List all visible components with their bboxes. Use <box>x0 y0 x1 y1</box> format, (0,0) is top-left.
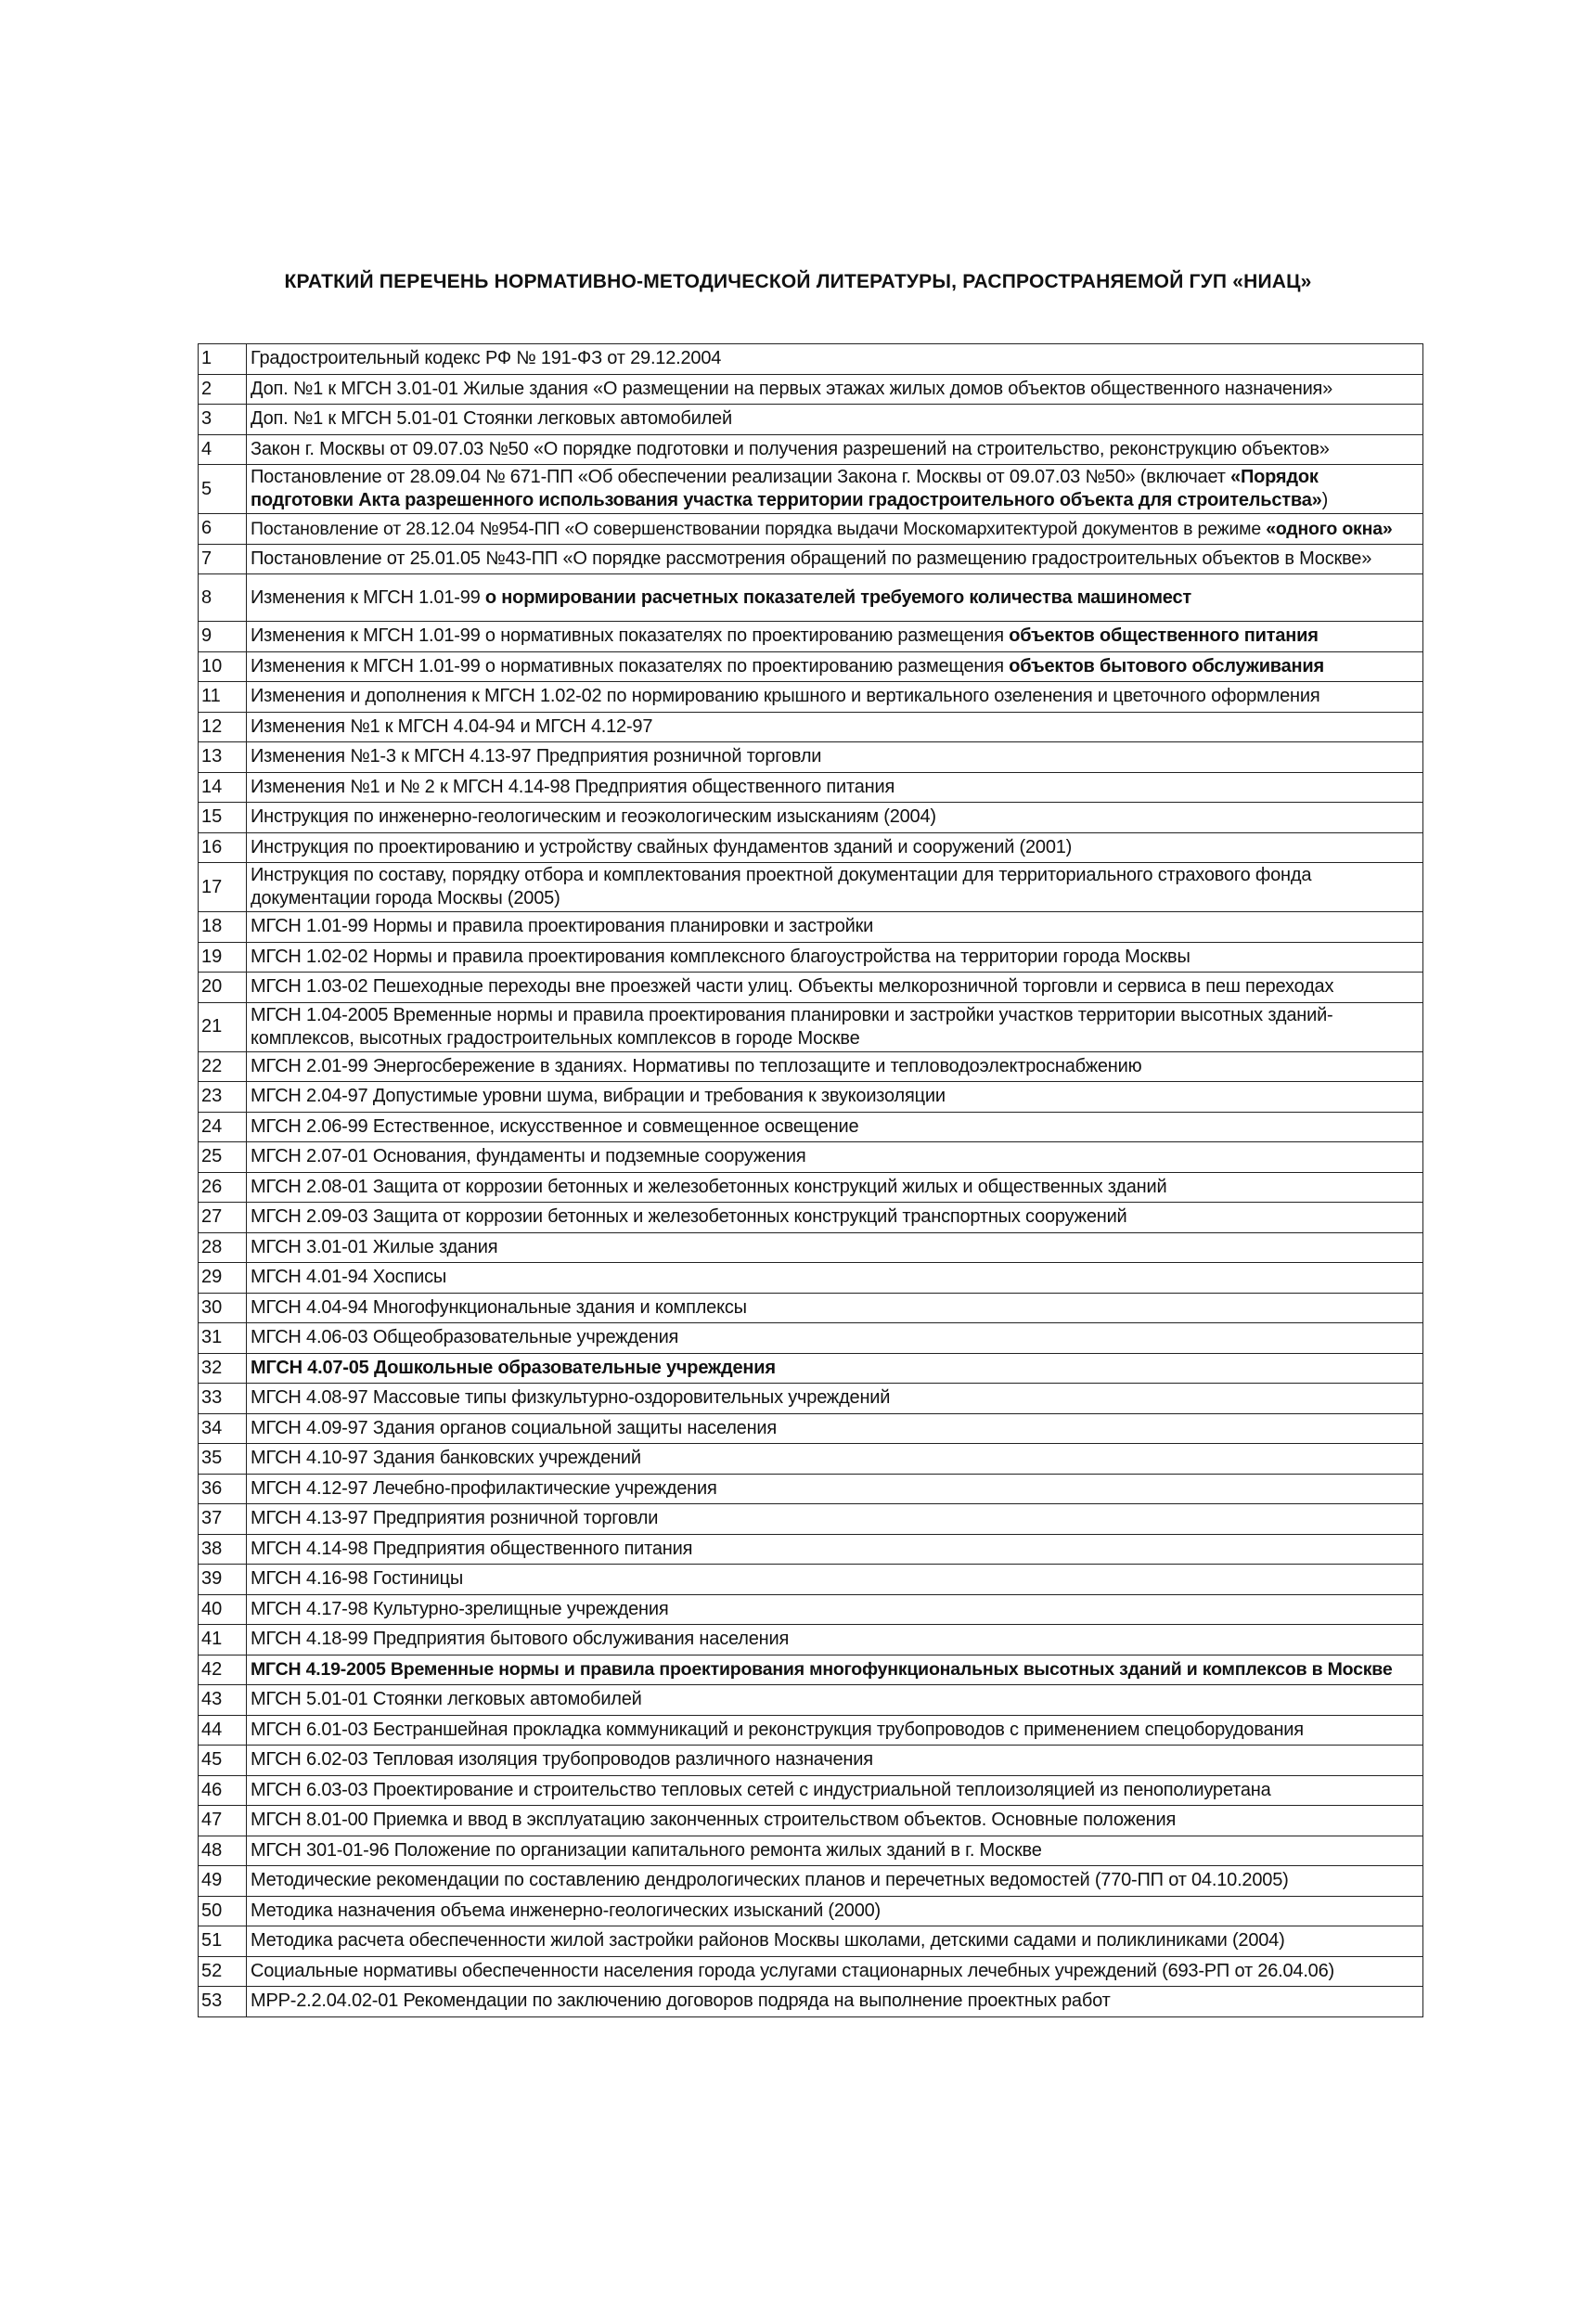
row-number: 51 <box>199 1926 247 1957</box>
table-row <box>199 465 1423 514</box>
row-title <box>247 374 1423 405</box>
table-row <box>199 1987 1423 2017</box>
table-row <box>199 912 1423 943</box>
row-title <box>247 1384 1423 1414</box>
row-text: МГСН 2.08-01 Защита от коррозии бетонных и железобетонных конструкций жилых и общественных зданий <box>251 1176 1167 1197</box>
row-text: МГСН 1.02-02 Нормы и правила проектирования комплексного благоустройства на территории города Москвы <box>251 946 1191 967</box>
row-text: Постановление от 25.01.05 №43-ПП «О порядке рассмотрения обращений по размещению градостроительных объектов в Москве» <box>251 548 1372 569</box>
row-number: 3 <box>199 405 247 435</box>
row-number: 44 <box>199 1715 247 1746</box>
table-row <box>199 1413 1423 1444</box>
table-row <box>199 1384 1423 1414</box>
document-title: КРАТКИЙ ПЕРЕЧЕНЬ НОРМАТИВНО-МЕТОДИЧЕСКОЙ ЛИТЕРАТУРЫ, РАСПРОСТРАНЯЕМОЙ ГУП «НИАЦ» <box>284 271 1312 292</box>
row-number: 17 <box>199 863 247 912</box>
row-text: Методика расчета обеспеченности жилой застройки районов Москвы школами, детскими садами и поликлиниками (2004) <box>251 1930 1285 1952</box>
row-text: МГСН 4.10-97 Здания банковских учреждений <box>251 1448 641 1469</box>
row-text: МГСН 4.01-94 Хосписы <box>251 1267 447 1288</box>
row-number: 5 <box>199 465 247 514</box>
row-title <box>247 1203 1423 1233</box>
row-title <box>247 1565 1423 1595</box>
row-title <box>247 803 1423 833</box>
row-text: МГСН 4.16-98 Гостиницы <box>251 1568 464 1590</box>
row-title <box>247 1775 1423 1806</box>
row-number: 8 <box>199 574 247 622</box>
table-row <box>199 772 1423 803</box>
literature-table-body <box>199 344 1423 2017</box>
row-number: 14 <box>199 772 247 803</box>
row-bold-text: о нормировании расчетных показателей требуемого количества машиномест <box>484 586 1191 608</box>
row-text: Изменения №1 и № 2 к МГСН 4.14-98 Предприятия общественного питания <box>251 776 895 797</box>
table-row <box>199 682 1423 713</box>
row-title <box>247 1685 1423 1716</box>
row-number: 2 <box>199 374 247 405</box>
row-title <box>247 1896 1423 1926</box>
row-number: 7 <box>199 544 247 574</box>
row-number: 41 <box>199 1625 247 1656</box>
row-number: 53 <box>199 1987 247 2017</box>
row-title <box>247 651 1423 682</box>
row-text: МГСН 4.07-05 Дошкольные образовательные учреждения <box>251 1357 776 1378</box>
table-row <box>199 1746 1423 1776</box>
table-row <box>199 1353 1423 1384</box>
table-row <box>199 1444 1423 1475</box>
table-row <box>199 1323 1423 1354</box>
row-text: Постановление от 28.12.04 №954-ПП «О совершенствовании порядка выдачи Москомархитектурой документов в режиме <box>251 518 1267 539</box>
table-row <box>199 622 1423 652</box>
row-text: МГСН 4.04-94 Многофункциональные здания и комплексы <box>251 1296 747 1318</box>
row-title <box>247 1746 1423 1776</box>
row-text: МГСН 6.01-03 Бестраншейная прокладка коммуникаций и реконструкция трубопроводов с применением спецоборудования <box>251 1719 1304 1740</box>
row-number: 49 <box>199 1866 247 1897</box>
row-text: Инструкция по составу, порядку отбора и комплектования проектной документации для территориального страхового фонда документации города Москвы (2005) <box>251 865 1312 908</box>
row-number: 18 <box>199 912 247 943</box>
row-title <box>247 1806 1423 1836</box>
row-title <box>247 1625 1423 1656</box>
row-text: Доп. №1 к МГСН 5.01-01 Стоянки легковых автомобилей <box>251 408 732 430</box>
row-number: 33 <box>199 1384 247 1414</box>
row-title <box>247 832 1423 863</box>
row-title <box>247 1715 1423 1746</box>
table-row <box>199 1504 1423 1535</box>
row-text: МГСН 4.08-97 Массовые типы физкультурно-оздоровительных учреждений <box>251 1387 891 1409</box>
row-number: 40 <box>199 1594 247 1625</box>
row-text: Инструкция по проектированию и устройству свайных фундаментов зданий и сооружений (2001) <box>251 836 1073 857</box>
table-row <box>199 1594 1423 1625</box>
row-number: 42 <box>199 1655 247 1685</box>
row-title <box>247 514 1423 545</box>
row-number: 34 <box>199 1413 247 1444</box>
row-text: Постановление от 28.09.04 № 671-ПП «Об обеспечении реализации Закона г. Москвы от 09.07.03 №50» (включает <box>251 467 1231 487</box>
row-number: 23 <box>199 1082 247 1113</box>
table-row <box>199 514 1423 545</box>
table-row <box>199 544 1423 574</box>
row-title <box>247 742 1423 773</box>
row-number: 24 <box>199 1112 247 1142</box>
table-row <box>199 1112 1423 1142</box>
row-text: МГСН 5.01-01 Стоянки легковых автомобилей <box>251 1689 642 1710</box>
row-number: 32 <box>199 1353 247 1384</box>
row-title <box>247 1051 1423 1082</box>
row-number: 1 <box>199 344 247 375</box>
row-text: Изменения и дополнения к МГСН 1.02-02 по нормированию крышного и вертикального озеленения и цветочного оформления <box>251 686 1320 707</box>
row-text: МГСН 4.06-03 Общеобразовательные учреждения <box>251 1327 679 1348</box>
row-text: Закон г. Москвы от 09.07.03 №50 «О порядке подготовки и получения разрешений на строительство, реконструкцию объектов» <box>251 438 1330 459</box>
row-title <box>247 1836 1423 1866</box>
row-text: МГСН 4.14-98 Предприятия общественного питания <box>251 1538 693 1559</box>
row-text: Градостроительный кодекс РФ № 191-ФЗ от 29.12.2004 <box>251 348 722 369</box>
row-text: Изменения №1-3 к МГСН 4.13-97 Предприятия розничной торговли <box>251 746 822 767</box>
table-row <box>199 1293 1423 1323</box>
row-number: 20 <box>199 973 247 1003</box>
row-number: 38 <box>199 1534 247 1565</box>
row-text: МГСН 2.01-99 Энергосбережение в зданиях. Нормативы по теплозащите и тепловодоэлектроснабжению <box>251 1055 1142 1076</box>
row-text: МГСН 4.18-99 Предприятия бытового обслуживания населения <box>251 1629 790 1650</box>
table-row <box>199 434 1423 465</box>
table-row <box>199 832 1423 863</box>
row-text: МГСН 2.06-99 Естественное, искусственное и совмещенное освещение <box>251 1115 859 1137</box>
table-row <box>199 1172 1423 1203</box>
row-title <box>247 973 1423 1003</box>
row-text: МГСН 4.12-97 Лечебно-профилактические учреждения <box>251 1477 717 1499</box>
table-row <box>199 973 1423 1003</box>
table-row <box>199 344 1423 375</box>
table-row <box>199 1806 1423 1836</box>
row-number: 31 <box>199 1323 247 1354</box>
table-row <box>199 1142 1423 1173</box>
row-title <box>247 1082 1423 1113</box>
table-row <box>199 742 1423 773</box>
row-text: Методика назначения объема инженерно-геологических изысканий (2000) <box>251 1900 882 1921</box>
row-text: Доп. №1 к МГСН 3.01-01 Жилые здания «О размещении на первых этажах жилых домов объектов общественного назначения» <box>251 378 1333 399</box>
row-text: МГСН 8.01-00 Приемка и ввод в эксплуатацию законченных строительством объектов. Основные положения <box>251 1810 1177 1831</box>
row-title <box>247 1594 1423 1625</box>
row-number: 47 <box>199 1806 247 1836</box>
table-row <box>199 374 1423 405</box>
table-row <box>199 1715 1423 1746</box>
row-title <box>247 912 1423 943</box>
row-text: Методические рекомендации по составлению дендрологических планов и перечетных ведомостей (770-ПП от 04.10.2005) <box>251 1870 1289 1891</box>
row-number: 16 <box>199 832 247 863</box>
row-title <box>247 863 1423 912</box>
row-text: МГСН 1.03-02 Пешеходные переходы вне проезжей части улиц. Объекты мелкорозничной торговли и сервиса в пеш переходах <box>251 976 1334 998</box>
row-bold-text: объектов общественного питания <box>1009 625 1319 647</box>
row-title <box>247 1172 1423 1203</box>
row-title <box>247 1866 1423 1897</box>
row-title <box>247 1926 1423 1957</box>
row-number: 19 <box>199 942 247 973</box>
row-text: МГСН 1.01-99 Нормы и правила проектирования планировки и застройки <box>251 916 874 937</box>
row-title <box>247 1956 1423 1987</box>
row-number: 10 <box>199 651 247 682</box>
table-row <box>199 803 1423 833</box>
row-title <box>247 434 1423 465</box>
row-number: 6 <box>199 514 247 545</box>
row-number: 52 <box>199 1956 247 1987</box>
row-text: МГСН 6.02-03 Тепловая изоляция трубопроводов различного назначения <box>251 1749 873 1771</box>
row-text: МГСН 2.07-01 Основания, фундаменты и подземные сооружения <box>251 1146 806 1167</box>
row-number: 4 <box>199 434 247 465</box>
row-title <box>247 942 1423 973</box>
table-row <box>199 1625 1423 1656</box>
row-title <box>247 344 1423 375</box>
row-title <box>247 544 1423 574</box>
table-row <box>199 1534 1423 1565</box>
row-text: МГСН 1.04-2005 Временные нормы и правила проектирования планировки и застройки участков территории высотных зданий-комплексов, высотных градостроительных комплексов в городе Москве <box>251 1004 1333 1049</box>
table-row <box>199 1866 1423 1897</box>
row-number: 39 <box>199 1565 247 1595</box>
row-text: МГСН 3.01-01 Жилые здания <box>251 1236 498 1257</box>
row-number: 46 <box>199 1775 247 1806</box>
row-title <box>247 1232 1423 1263</box>
row-text: МГСН 4.17-98 Культурно-зрелищные учреждения <box>251 1598 669 1619</box>
row-number: 25 <box>199 1142 247 1173</box>
row-text: МГСН 2.09-03 Защита от коррозии бетонных и железобетонных конструкций транспортных сооружений <box>251 1206 1127 1228</box>
row-text: МГСН 4.13-97 Предприятия розничной торговли <box>251 1508 659 1529</box>
row-number: 22 <box>199 1051 247 1082</box>
row-title <box>247 1323 1423 1354</box>
table-row <box>199 1565 1423 1595</box>
table-row <box>199 1896 1423 1926</box>
row-number: 15 <box>199 803 247 833</box>
literature-table <box>198 343 1423 2017</box>
row-text: Изменения №1 к МГСН 4.04-94 и МГСН 4.12-97 <box>251 715 653 737</box>
table-row <box>199 574 1423 622</box>
table-row <box>199 1082 1423 1113</box>
table-row <box>199 1836 1423 1866</box>
row-number: 27 <box>199 1203 247 1233</box>
row-title <box>247 1655 1423 1685</box>
table-row <box>199 405 1423 435</box>
table-row <box>199 1203 1423 1233</box>
row-number: 26 <box>199 1172 247 1203</box>
row-number: 37 <box>199 1504 247 1535</box>
row-text: МРР-2.2.04.02-01 Рекомендации по заключению договоров подряда на выполнение проектных работ <box>251 1990 1111 2012</box>
table-row <box>199 651 1423 682</box>
row-text: Инструкция по инженерно-геологическим и геоэкологическим изысканиям (2004) <box>251 806 936 828</box>
row-number: 21 <box>199 1002 247 1051</box>
row-text: Изменения к МГСН 1.01-99 о нормативных показателях по проектированию размещения <box>251 625 1010 647</box>
row-title <box>247 772 1423 803</box>
row-title <box>247 1353 1423 1384</box>
row-number: 12 <box>199 712 247 742</box>
row-number: 9 <box>199 622 247 652</box>
row-number: 30 <box>199 1293 247 1323</box>
table-row <box>199 1775 1423 1806</box>
row-title <box>247 1263 1423 1294</box>
table-row <box>199 942 1423 973</box>
row-title <box>247 1474 1423 1504</box>
row-title <box>247 1293 1423 1323</box>
row-title <box>247 622 1423 652</box>
table-row <box>199 1685 1423 1716</box>
table-row <box>199 863 1423 912</box>
row-text: Изменения к МГСН 1.01-99 <box>251 586 485 608</box>
row-text: МГСН 2.04-97 Допустимые уровни шума, вибрации и требования к звукоизоляции <box>251 1086 946 1107</box>
row-title <box>247 1112 1423 1142</box>
table-row <box>199 712 1423 742</box>
row-text: Изменения к МГСН 1.01-99 о нормативных показателях по проектированию размещения <box>251 655 1010 676</box>
row-number: 29 <box>199 1263 247 1294</box>
table-row <box>199 1655 1423 1685</box>
table-row <box>199 1474 1423 1504</box>
table-row <box>199 1926 1423 1957</box>
row-number: 50 <box>199 1896 247 1926</box>
row-title <box>247 405 1423 435</box>
row-number: 36 <box>199 1474 247 1504</box>
row-title <box>247 1987 1423 2017</box>
row-text-tail: ) <box>1321 490 1329 510</box>
row-title <box>247 1142 1423 1173</box>
row-title <box>247 465 1423 514</box>
table-row <box>199 1002 1423 1051</box>
row-text: МГСН 6.03-03 Проектирование и строительство тепловых сетей с индустриальной теплоизоляцией из пенополиуретана <box>251 1779 1271 1800</box>
table-row <box>199 1051 1423 1082</box>
table-row <box>199 1263 1423 1294</box>
row-number: 48 <box>199 1836 247 1866</box>
row-title <box>247 1413 1423 1444</box>
row-title <box>247 574 1423 622</box>
row-text: МГСН 4.09-97 Здания органов социальной защиты населения <box>251 1417 778 1438</box>
table-row <box>199 1956 1423 1987</box>
row-title <box>247 1002 1423 1051</box>
row-title <box>247 1534 1423 1565</box>
row-title <box>247 1504 1423 1535</box>
table-row <box>199 1232 1423 1263</box>
row-text: МГСН 301-01-96 Положение по организации капитального ремонта жилых зданий в г. Москве <box>251 1839 1042 1861</box>
row-bold-text: «одного окна» <box>1266 518 1393 539</box>
row-title <box>247 1444 1423 1475</box>
row-title <box>247 682 1423 713</box>
row-bold-text: «Порядок подготовки Акта разрешенного использования участка территории градостроительного объекта для строительства» <box>251 467 1322 510</box>
row-title <box>247 712 1423 742</box>
row-number: 45 <box>199 1746 247 1776</box>
row-number: 28 <box>199 1232 247 1263</box>
row-number: 35 <box>199 1444 247 1475</box>
row-number: 13 <box>199 742 247 773</box>
row-bold-text: объектов бытового обслуживания <box>1009 655 1324 676</box>
row-text: МГСН 4.19-2005 Временные нормы и правила проектирования многофункциональных высотных зданий и комплексов в Москве <box>251 1659 1393 1681</box>
row-number: 43 <box>199 1685 247 1716</box>
row-text: Социальные нормативы обеспеченности населения города услугами стационарных лечебных учреждений (693-РП от 26.04.06) <box>251 1960 1334 1981</box>
row-number: 11 <box>199 682 247 713</box>
